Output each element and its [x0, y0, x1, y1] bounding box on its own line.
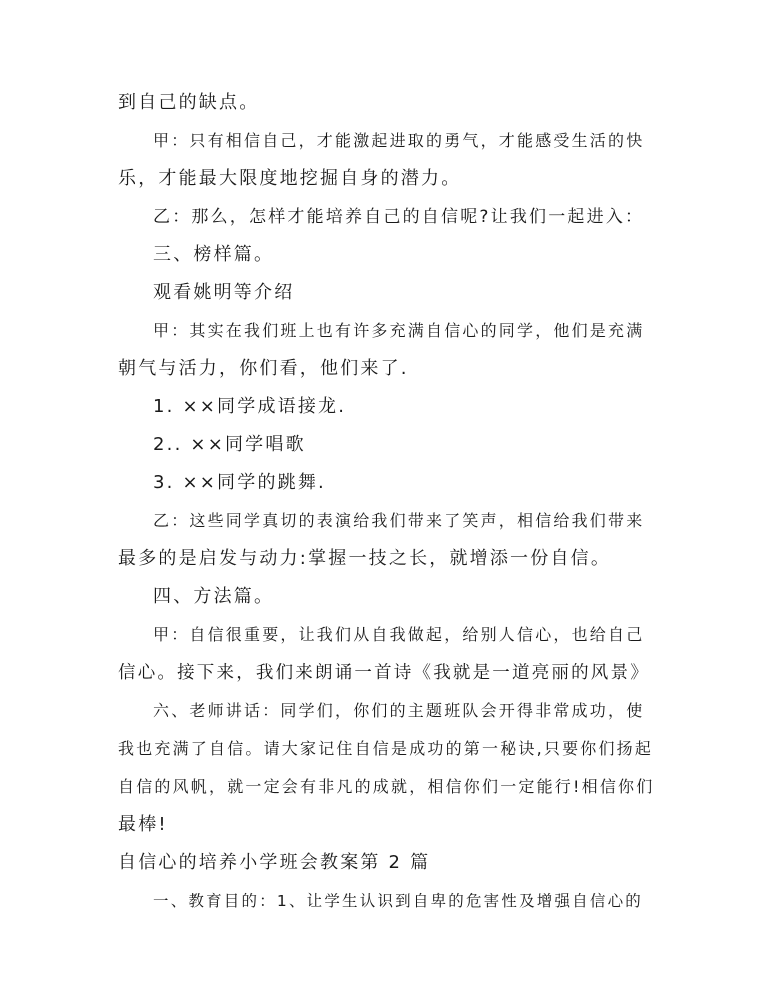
text-line: 我也充满了自信。请大家记住自信是成功的第一秘诀,只要你们扬起 — [118, 739, 654, 758]
text-line: 六、老师讲话：同学们，你们的主题班队会开得非常成功，使 — [153, 701, 645, 720]
text-line: 甲：自信很重要，让我们从自我做起，给别人信心，也给自己 — [153, 625, 645, 644]
text-line: 最多的是启发与动力:掌握一技之长，就增添一份自信。 — [118, 548, 612, 569]
text-line: 到自己的缺点。 — [118, 92, 260, 113]
text-line: 一、教育目的：1、让学生认识到自卑的危害性及增强自信心的 — [153, 892, 643, 910]
text-line: 朝气与活力，你们看，他们来了. — [118, 358, 409, 379]
section-heading: 四、方法篇。 — [153, 586, 275, 607]
text-line: 最棒! — [118, 814, 168, 835]
text-line: 观看姚明等介绍 — [153, 282, 295, 303]
list-item: 2.. ××同学唱歌 — [153, 434, 306, 455]
text-line: 乙：这些同学真切的表演给我们带来了笑声，相信给我们带来 — [153, 511, 645, 530]
list-item: 1. ××同学成语接龙. — [153, 396, 347, 417]
text-line: 乙：那么，怎样才能培养自己的自信呢?让我们一起进入： — [153, 207, 645, 227]
text-line: 自信的风帆，就一定会有非凡的成就，相信你们一定能行!相信你们 — [118, 777, 655, 796]
text-line: 乐，才能最大限度地挖掘自身的潜力。 — [118, 168, 462, 189]
list-item: 3. ××同学的跳舞. — [153, 472, 326, 493]
section-title: 自信心的培养小学班会教案第 2 篇 — [118, 852, 431, 873]
text-line: 甲：其实在我们班上也有许多充满自信心的同学，他们是充满 — [153, 321, 645, 340]
text-line: 甲：只有相信自己，才能激起进取的勇气，才能感受生活的快 — [153, 131, 645, 150]
section-heading: 三、榜样篇。 — [153, 244, 275, 265]
text-line: 信心。接下来，我们来朗诵一首诗《我就是一道亮丽的风景》 — [118, 663, 650, 683]
